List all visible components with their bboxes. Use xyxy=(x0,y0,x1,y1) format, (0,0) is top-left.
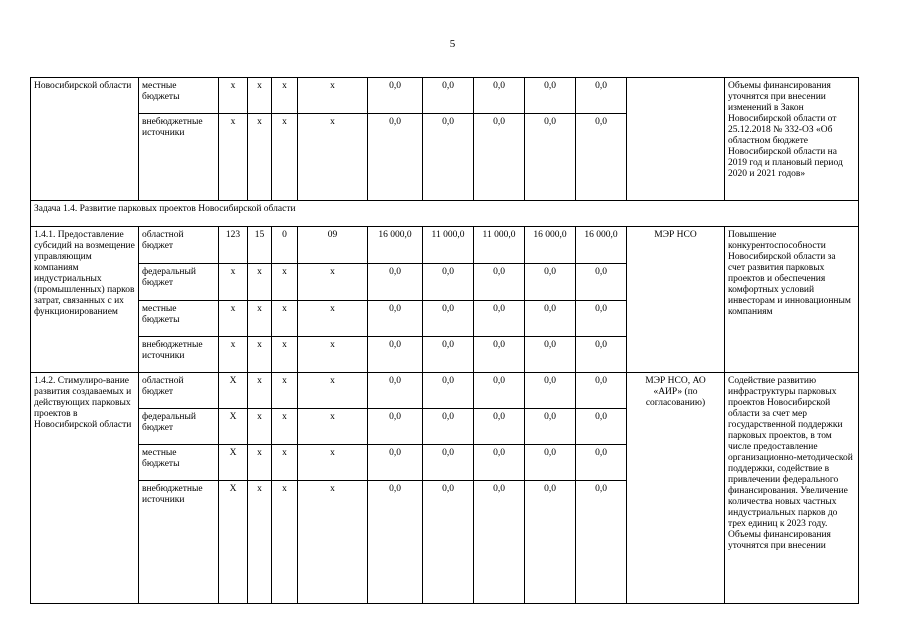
code-cell: 09 xyxy=(298,227,368,264)
funding-source-cell: местные бюджеты xyxy=(139,445,219,481)
amount-cell: 0,0 xyxy=(474,337,525,373)
amount-cell: 0,0 xyxy=(368,264,423,301)
funding-source-cell: внебюджетные источники xyxy=(139,114,219,201)
amount-cell: 0,0 xyxy=(525,337,576,373)
amount-cell: 0,0 xyxy=(576,337,627,373)
code-cell: х xyxy=(272,301,298,337)
code-cell: х xyxy=(248,373,272,409)
amount-cell: 0,0 xyxy=(525,373,576,409)
measure-name-cell: 1.4.1. Предоставление субсидий на возмещение управляющим компаниям индустриальных (промышленных) парков затрат, связанных с их функционированием xyxy=(31,227,139,373)
code-cell: х xyxy=(248,409,272,445)
code-cell: х xyxy=(298,264,368,301)
expected-result-cell: Содействие развитию инфраструктуры парковых проектов Новосибирской области за счет мер государственной поддержки парковых проектов, в том числе предоставление организационно-методической поддержки, содействие в привлечении федерального финансирования. Увеличение количества новых частных индустриальных парков до трех единиц к 2023 году. Объемы финансирования уточнятся при внесении xyxy=(725,373,859,604)
code-cell: х xyxy=(272,337,298,373)
code-cell: 15 xyxy=(248,227,272,264)
code-cell: х xyxy=(298,114,368,201)
code-cell: х xyxy=(272,409,298,445)
measure-name-cell: 1.4.2. Стимулиро-вание развития создаваемых и действующих парковых проектов в Новосибирской области xyxy=(31,373,139,604)
page-number: 5 xyxy=(449,38,456,50)
code-cell: Х xyxy=(219,481,248,604)
table-row xyxy=(31,373,859,409)
table-row xyxy=(31,78,859,114)
funding-source-cell: внебюджетные источники xyxy=(139,481,219,604)
amount-cell: 0,0 xyxy=(576,78,627,114)
amount-cell: 11 000,0 xyxy=(474,227,525,264)
funding-source-cell: областной бюджет xyxy=(139,227,219,264)
amount-cell: 0,0 xyxy=(474,114,525,201)
amount-cell: 0,0 xyxy=(525,481,576,604)
funding-source-cell: федеральный бюджет xyxy=(139,409,219,445)
amount-cell: 16 000,0 xyxy=(576,227,627,264)
amount-cell: 0,0 xyxy=(474,264,525,301)
amount-cell: 0,0 xyxy=(423,337,474,373)
code-cell: х xyxy=(248,445,272,481)
amount-cell: 0,0 xyxy=(576,409,627,445)
amount-cell: 0,0 xyxy=(576,481,627,604)
code-cell: х xyxy=(219,264,248,301)
amount-cell: 0,0 xyxy=(474,373,525,409)
code-cell: х xyxy=(219,114,248,201)
amount-cell: 0,0 xyxy=(368,114,423,201)
amount-cell: 0,0 xyxy=(368,373,423,409)
amount-cell: 0,0 xyxy=(423,264,474,301)
code-cell: х xyxy=(248,337,272,373)
finance-table xyxy=(30,77,859,604)
code-cell: х xyxy=(248,301,272,337)
code-cell: х xyxy=(298,78,368,114)
amount-cell: 0,0 xyxy=(525,301,576,337)
code-cell: х xyxy=(219,301,248,337)
amount-cell: 0,0 xyxy=(576,264,627,301)
code-cell: х xyxy=(219,78,248,114)
funding-source-cell: местные бюджеты xyxy=(139,301,219,337)
amount-cell: 0,0 xyxy=(368,301,423,337)
amount-cell: 0,0 xyxy=(474,481,525,604)
table-row xyxy=(31,227,859,264)
amount-cell: 0,0 xyxy=(576,114,627,201)
code-cell: Х xyxy=(219,409,248,445)
amount-cell: 0,0 xyxy=(423,445,474,481)
executor-cell: МЭР НСО, АО «АИР» (по согласованию) xyxy=(627,373,725,604)
amount-cell: 0,0 xyxy=(474,78,525,114)
code-cell: х xyxy=(272,481,298,604)
amount-cell: 0,0 xyxy=(423,373,474,409)
code-cell: х xyxy=(248,78,272,114)
amount-cell: 0,0 xyxy=(525,264,576,301)
amount-cell: 0,0 xyxy=(525,445,576,481)
expected-result-cell: Повышение конкурентоспособности Новосибирской области за счет развития парковых проектов и обеспечения комфортных условий инвесторам и инновационным компаниям xyxy=(725,227,859,373)
code-cell: х xyxy=(248,264,272,301)
amount-cell: 0,0 xyxy=(474,445,525,481)
amount-cell: 0,0 xyxy=(368,337,423,373)
amount-cell: 0,0 xyxy=(474,301,525,337)
amount-cell: 0,0 xyxy=(525,409,576,445)
amount-cell: 0,0 xyxy=(368,445,423,481)
code-cell: 123 xyxy=(219,227,248,264)
code-cell: х xyxy=(272,264,298,301)
amount-cell: 0,0 xyxy=(525,114,576,201)
table-row xyxy=(31,201,859,227)
amount-cell: 0,0 xyxy=(423,78,474,114)
funding-source-cell: местные бюджеты xyxy=(139,78,219,114)
amount-cell: 0,0 xyxy=(525,78,576,114)
code-cell: х xyxy=(248,114,272,201)
measure-name-cell: Новосибирской области xyxy=(31,78,139,201)
code-cell: х xyxy=(248,481,272,604)
code-cell: Х xyxy=(219,445,248,481)
amount-cell: 0,0 xyxy=(423,114,474,201)
code-cell: х xyxy=(298,337,368,373)
code-cell: х xyxy=(272,78,298,114)
funding-source-cell: внебюджетные источники xyxy=(139,337,219,373)
funding-source-cell: областной бюджет xyxy=(139,373,219,409)
amount-cell: 11 000,0 xyxy=(423,227,474,264)
amount-cell: 0,0 xyxy=(423,409,474,445)
code-cell: х xyxy=(272,114,298,201)
task-heading: Задача 1.4. Развитие парковых проектов Новосибирской области xyxy=(31,201,859,227)
code-cell: х xyxy=(298,481,368,604)
amount-cell: 0,0 xyxy=(368,78,423,114)
code-cell: х xyxy=(272,373,298,409)
amount-cell: 0,0 xyxy=(576,301,627,337)
code-cell: х xyxy=(272,445,298,481)
code-cell: х xyxy=(298,445,368,481)
executor-cell: МЭР НСО xyxy=(627,227,725,373)
code-cell: х xyxy=(219,337,248,373)
amount-cell: 0,0 xyxy=(423,301,474,337)
amount-cell: 0,0 xyxy=(474,409,525,445)
amount-cell: 16 000,0 xyxy=(368,227,423,264)
code-cell: 0 xyxy=(272,227,298,264)
code-cell: х xyxy=(298,301,368,337)
code-cell: х xyxy=(298,373,368,409)
expected-result-cell: Объемы финансирования уточнятся при внесении изменений в Закон Новосибирской области от 25.12.2018 № 332-ОЗ «Об областном бюджете Новосибирской области на 2019 год и плановый период 2020 и 2021 годов» xyxy=(725,78,859,201)
amount-cell: 16 000,0 xyxy=(525,227,576,264)
funding-source-cell: федеральный бюджет xyxy=(139,264,219,301)
code-cell: Х xyxy=(219,373,248,409)
amount-cell: 0,0 xyxy=(368,409,423,445)
executor-cell xyxy=(627,78,725,201)
amount-cell: 0,0 xyxy=(368,481,423,604)
amount-cell: 0,0 xyxy=(423,481,474,604)
amount-cell: 0,0 xyxy=(576,373,627,409)
amount-cell: 0,0 xyxy=(576,445,627,481)
code-cell: х xyxy=(298,409,368,445)
